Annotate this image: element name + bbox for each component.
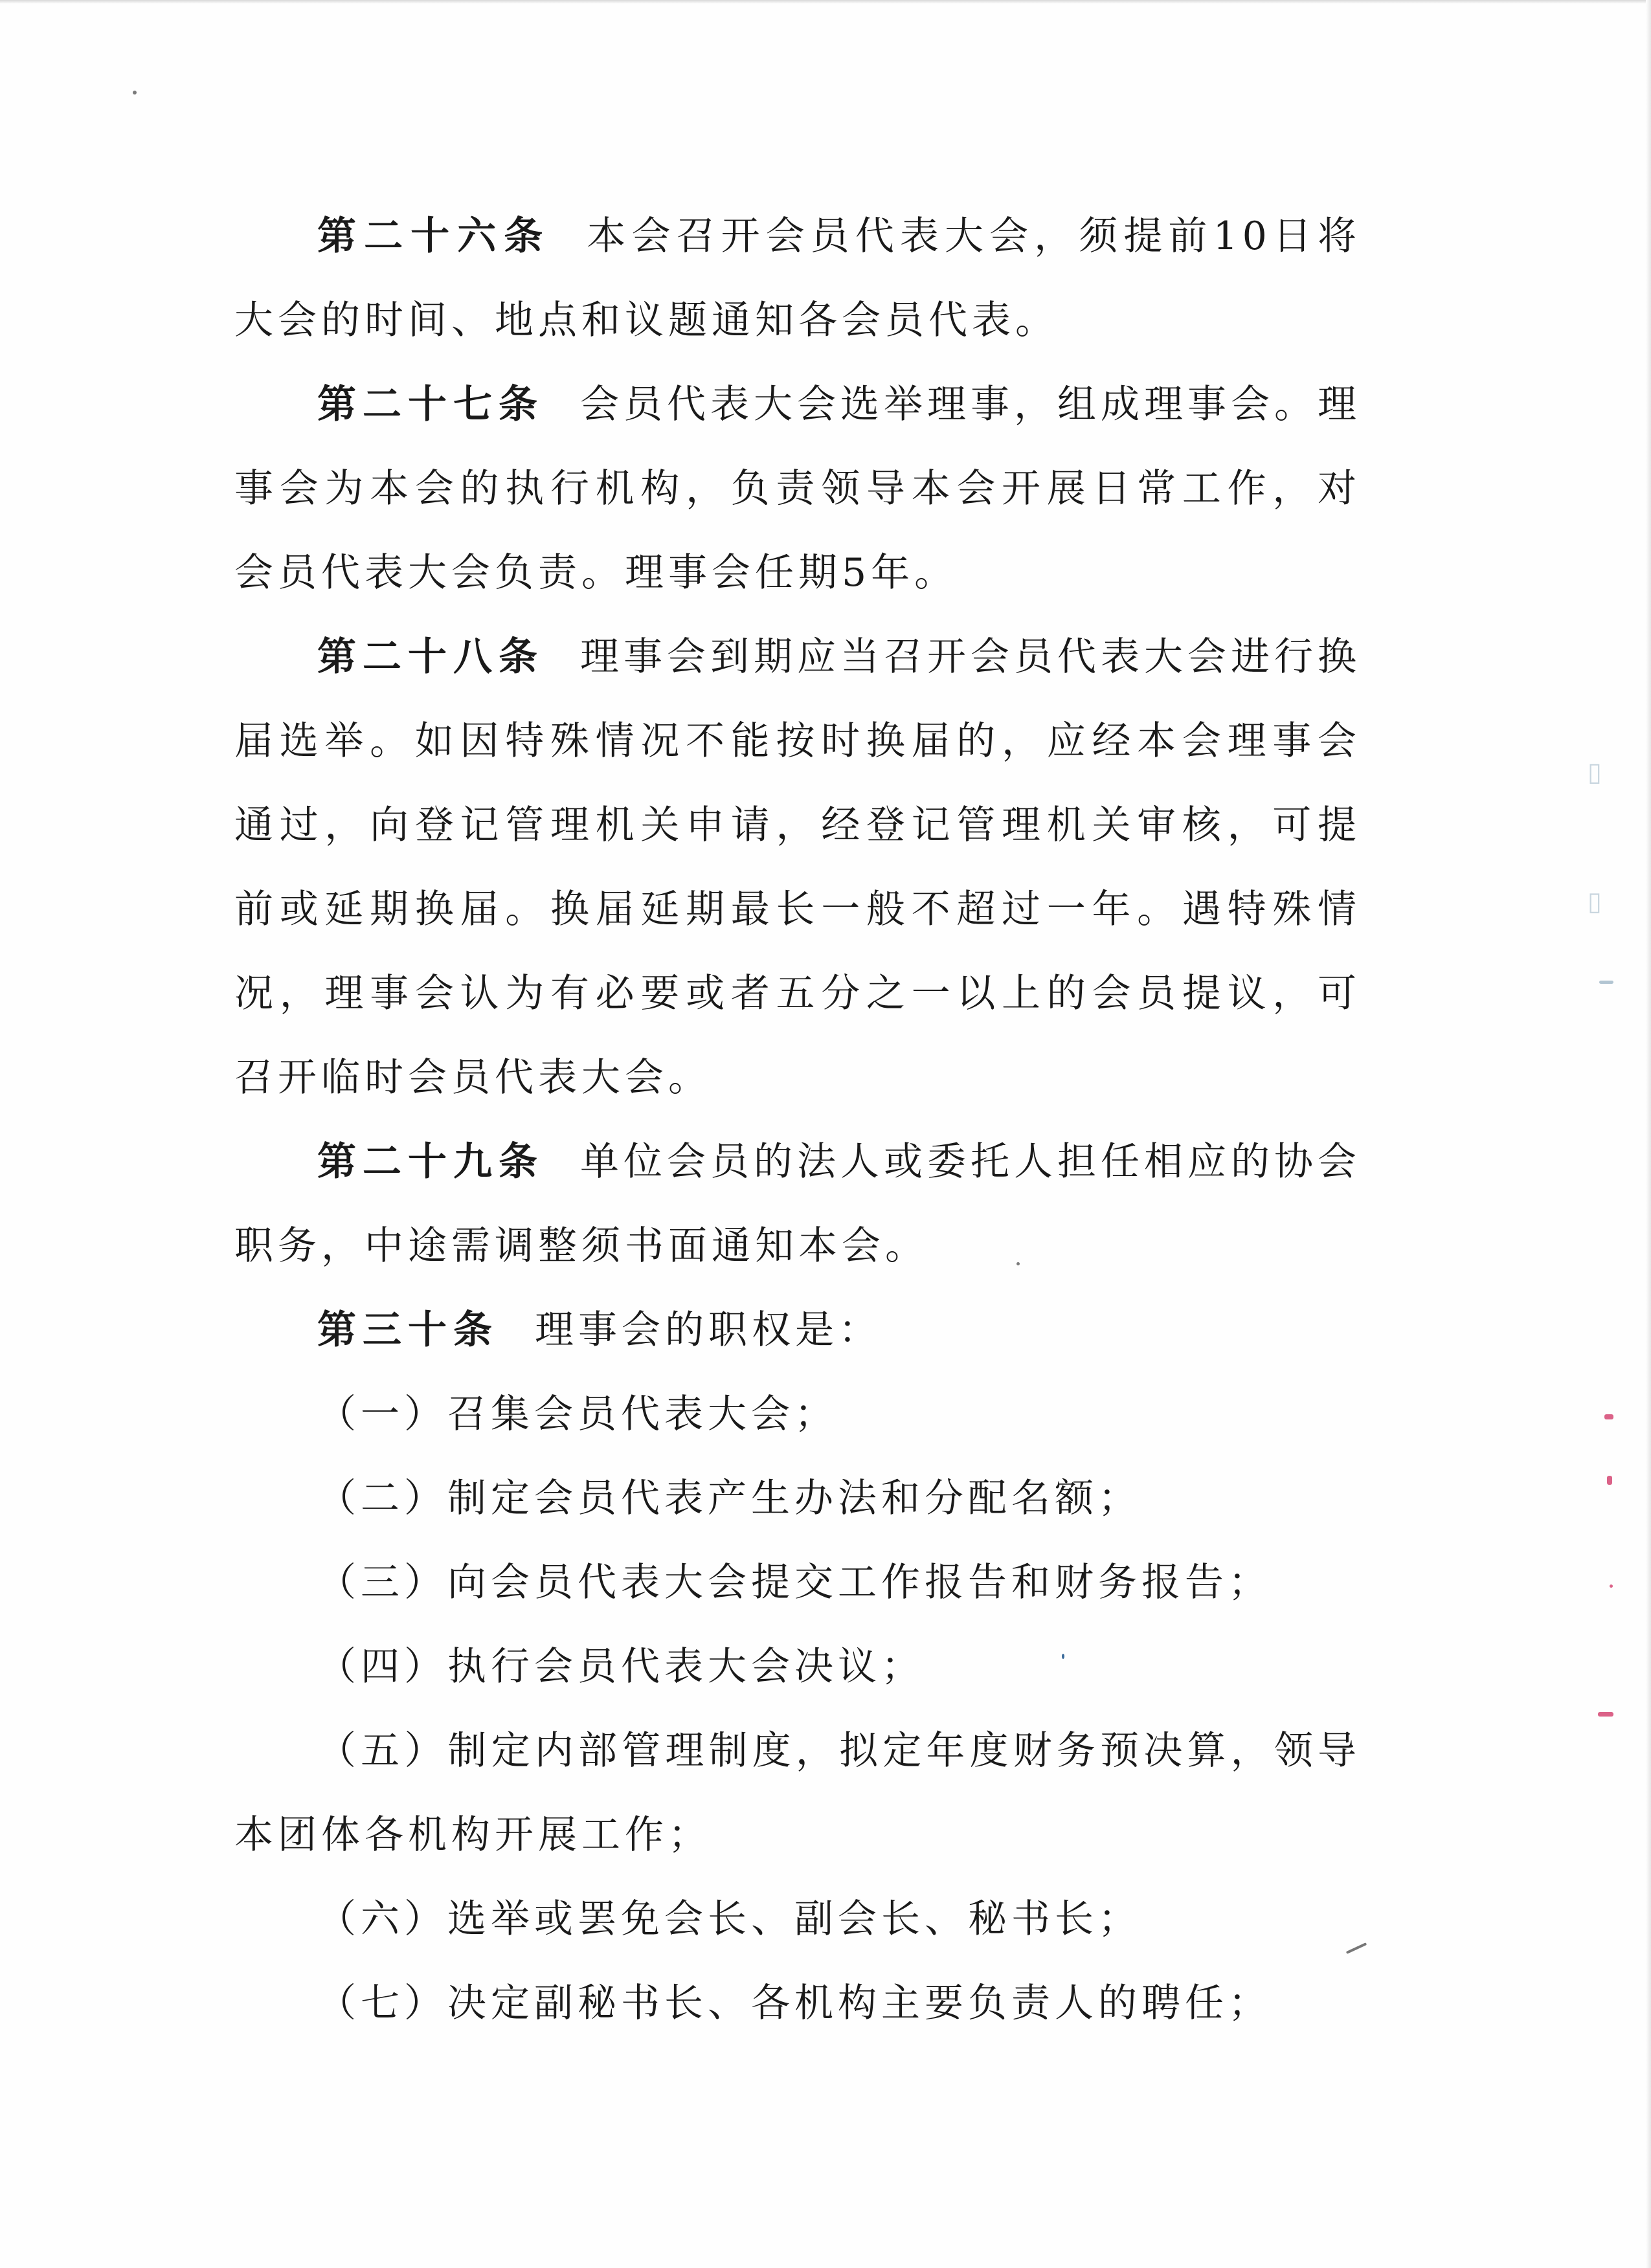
scan-edge bbox=[1646, 0, 1651, 2268]
article-text: 理事会到期应当召开会员代表大会进行换届选举。如因特殊情况不能按时换届的，应经本会理事会通过，向登记管理机关申请，经登记管理机关审核，可提前或延期换届。换届延期最长一般不超过一年。遇特殊情况，理事会认为有必要或者五分之一以上的会员提议，可召开临时会员代表大会。 bbox=[234, 634, 1361, 1100]
article-text: 理事会的职权是： bbox=[535, 1307, 882, 1353]
article-heading: 第二十六条 bbox=[317, 214, 551, 259]
article-text: 单位会员的法人或委托人担任相应的协会职务，中途需调整须书面通知本会。 bbox=[234, 1139, 1361, 1269]
red-mark bbox=[1610, 1584, 1613, 1588]
document-body bbox=[234, 194, 1361, 2045]
seal-trace: ▯ bbox=[1580, 887, 1610, 917]
list-item: （一）召集会员代表大会； bbox=[317, 1392, 838, 1437]
list-item: （六）选举或罢免会长、副会长、秘书长； bbox=[317, 1896, 1141, 1942]
article-28 bbox=[234, 615, 1361, 1120]
list-item: （二）制定会员代表产生办法和分配名额； bbox=[317, 1476, 1141, 1521]
list-item: （七）决定副秘书长、各机构主要负责人的聘任； bbox=[317, 1981, 1272, 2026]
list-item: （三）向会员代表大会提交工作报告和财务报告； bbox=[317, 1560, 1272, 1605]
red-mark bbox=[1598, 1712, 1613, 1717]
red-mark bbox=[1607, 1476, 1612, 1485]
seal-trace: ▯ bbox=[1580, 757, 1610, 787]
scan-speck bbox=[1062, 1654, 1064, 1659]
article-26 bbox=[234, 194, 1361, 362]
article-29 bbox=[234, 1120, 1361, 1288]
list-item: （四）执行会员代表大会决议； bbox=[317, 1644, 925, 1689]
scan-speck bbox=[133, 91, 137, 94]
scan-edge bbox=[0, 0, 1651, 4]
red-mark bbox=[1604, 1414, 1613, 1419]
article-30 bbox=[234, 1288, 1361, 1372]
article-text: 会员代表大会选举理事，组成理事会。理事会为本会的执行机构，负责领导本会开展日常工作，对会员代表大会负责。理事会任期5年。 bbox=[234, 382, 1361, 595]
article-heading: 第二十八条 bbox=[317, 634, 544, 680]
seal-trace bbox=[1599, 981, 1613, 984]
article-heading: 第二十七条 bbox=[317, 382, 544, 427]
article-text: 本会召开会员代表大会，须提前10日将大会的时间、地点和议题通知各会员代表。 bbox=[234, 214, 1361, 343]
scan-speck bbox=[1016, 1262, 1020, 1265]
article-heading: 第三十条 bbox=[317, 1307, 499, 1353]
list-item: （五）制定内部管理制度，拟定年度财务预决算，领导本团体各机构开展工作； bbox=[234, 1728, 1361, 1858]
article-27 bbox=[234, 362, 1361, 615]
article-heading: 第二十九条 bbox=[317, 1139, 544, 1184]
